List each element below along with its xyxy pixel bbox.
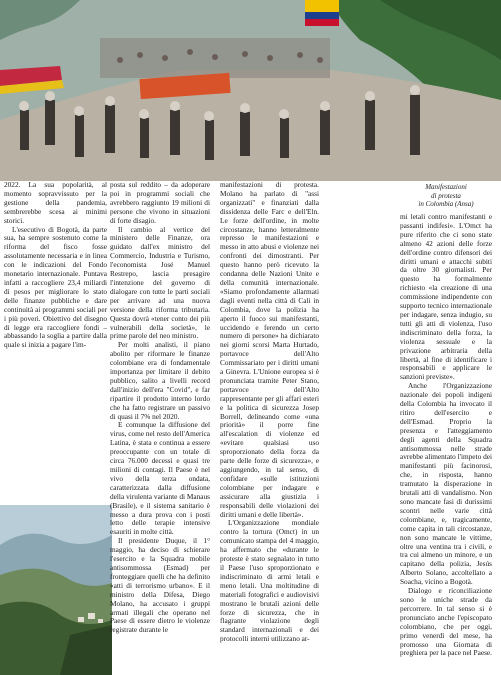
article-paragraph: Anche l'Organizzazione nazionale dei popoli indigeni della Colombia ha invocato il ritiro dell'esercito e dell'Esmad. Proprio la presenza e l'atteggiamento degli agenti della Squadra antisommossa nelle strade avrebbe alimentato l'impeto dei manifestanti più facinorosi, che, in risposta, hanno tramutato la disperazione in brutali atti di vandalismo. Non sono mancate fasi di durissimi scontri nelle varie città colombiane, e, tragicamente, come capita in tali circostanze, non sono mancate le vittime, oltre una ventina tra i civili, e tra cui almeno un minore, e un capitano della polizia, Jesús Alberto Solano, accoltellato a Soacha, vicino a Bogotà.: [400, 381, 492, 587]
article-paragraph: manifestazioni di protesta. Molano ha parlato di "assi organizzati" e finanziati dalla dissidenza delle Farc e dell'Eln. Le forze dell'ordine, in molte circostanze, hanno letteralmente represso le manifestazioni e messo in atto abusi e violenze nei confronti dei dimostranti. Per questo hanno però ricevuto la condanna delle Nazioni Unite e della comunità internazionale. «Siamo profondamente allarmati dagli eventi nella città di Cali in Colombia, dove la polizia ha aperto il fuoco sui manifestanti, uccidendo e ferendo un certo numero di persone» ha dichiarato nei giorni scorsi Marta Hurtado, portavoce dell'Alto Commissariato per i diritti umani a Ginevra. L'Unione europea si è pronunciata tramite Peter Stano, portavoce dell'Alto rappresentante per gli affari esteri e la politica di sicurezza Josep Borrell, delineando come «una priorità» il porre fine all'escalation di violenze ed «evitare qualsiasi uso sproporzionato della forza da parte delle forze di sicurezza», e aggiungendo, in tal senso, di confidare «sulle istituzioni colombiane per indagare e assicurare alla giustizia i responsabili delle violazioni dei diritti umani e delle libertà».: [220, 181, 319, 519]
article-column-3: [220, 181, 319, 675]
article-paragraph: Per molti analisti, il piano abolito per riformare le finanze colombiane era di fondamentale importanza per limitare il debito pubblico, salito a livelli record dall'inizio dell'era "Covid", e far ripartire il prodotto interno lordo che ha fatto registrare un passivo di quasi il 7% nel 2020.: [110, 340, 210, 421]
article-column-2: [110, 181, 210, 675]
protest-street-photo: [0, 0, 501, 181]
caption-line-1: Manifestazioni: [425, 183, 467, 191]
article-paragraph: 2022. La sua popolarità, al momento sopravvissuto per la gestione della pandemia, sembrerebbe scesa ai minimi storici.: [4, 181, 107, 225]
article-paragraph: L'Organizzazione mondiale contro la tortura (Omct) in un comunicato stampa del 4 maggio, ha affermato che «durante le proteste è stato segnalato in tutto il Paese l'uso sproporzionato e indiscriminato di armi letali e meno letali. Una moltitudine di materiali fotografici e audiovisivi mostrano le brutali azioni delle forze di sicurezza, che in flagrante violazione degli standard internazionali e dei protocolli interni utilizzano ar-: [220, 518, 319, 644]
article-column-4-text: [400, 213, 492, 675]
article-paragraph: posta sul reddito – da adoperare poi in programmi sociali che avrebbero raggiunto 19 milioni di persone che vivono in situazioni di forte disagio.: [110, 181, 210, 225]
caption-line-3: in Colombia (Ansa): [418, 200, 474, 209]
landscape-illustration: [0, 505, 112, 675]
protest-photo-illustration: [0, 0, 501, 181]
caption-line-2: di protesta: [431, 191, 461, 200]
article-paragraph: Dialogo e riconciliazione sono le uniche strade da percorrere. In tal senso si è pronunciato anche l'episcopato colombiano, che per oggi, primo venerdì del mese, ha promosso una Giornata di preghiera per la pace nel Paese.: [400, 586, 492, 658]
article-paragraph: E comunque la diffusione del virus, come nel resto dell'America Latina, è stata e continua a essere preoccupante con un totale di circa 76.000 decessi e quasi tre milioni di contagi. Il Paese è nel vivo della terza ondata, caratterizzata dalla diffusione della virulenta variante di Manaus (Brasile), e il sistema sanitario è messo a dura prova con i posti letto delle terapie intensive esauriti in molte città.: [110, 420, 210, 537]
article-paragraph: Il cambio al vertice del ministero delle Finanze, ora guidato dall'ex ministro del Commercio, Industria e Turismo, l'economista José Manuel Restrepo, lascia presagire l'intenzione del governo di dialogare con tutte le parti sociali per arrivare ad una nuova versione della riforma tributaria. Questa dovrà «tener conto dei più vulnerabili della società», le prime parole del neo ministro.: [110, 224, 210, 341]
article-paragraph: L'esecutivo di Bogotà, da parte sua, ha sempre sostenuto come la riforma del fisco fosse assolutamente necessaria e in linea con le indicazioni del Fondo monetario internazionale. Puntava infatti a raccogliere 23,4 miliardi di pesos per migliorare lo stato delle finanze pubbliche e dare continuità ai programmi sociali per i più poveri. Obiettivo del disegno di legge era raccogliere fondi – abbassando la soglia a partire dalla quale si inizia a pagare l'im-: [4, 224, 107, 350]
article-paragraph: Il presidente Duque, il 1° maggio, ha deciso di schierare l'esercito e la Squadra mobile antisommossa (Esmad) per fronteggiare quelli che ha definito «atti di terrorismo urbano». E il ministro della Difesa, Diego Molano, ha accusato i gruppi armati illegali che operano nel Paese di essere dietro le violenze registrate durante le: [110, 536, 210, 635]
article-column-1: [4, 181, 107, 503]
landscape-inset-photo: [0, 505, 112, 675]
photo-caption: [405, 183, 487, 209]
article-paragraph: mi letali contro manifestanti e passanti indifesi». L'Omct ha pure riferito che ci sono state almeno 42 azioni delle forze dell'ordine contro difensori dei diritti umani e attacchi subiti da oltre 30 giornalisti. Per questo ha formalmente richiesto «la creazione di una commissione indipendente con supporto tecnico internazionale per indagare, senza indugio, su tutti gli atti di violenza, l'uso indiscriminato della forza, la violenza sessuale e la privazione arbitraria della libertà, al fine di identificare i responsabili e applicare le sanzioni previste».: [400, 213, 492, 382]
